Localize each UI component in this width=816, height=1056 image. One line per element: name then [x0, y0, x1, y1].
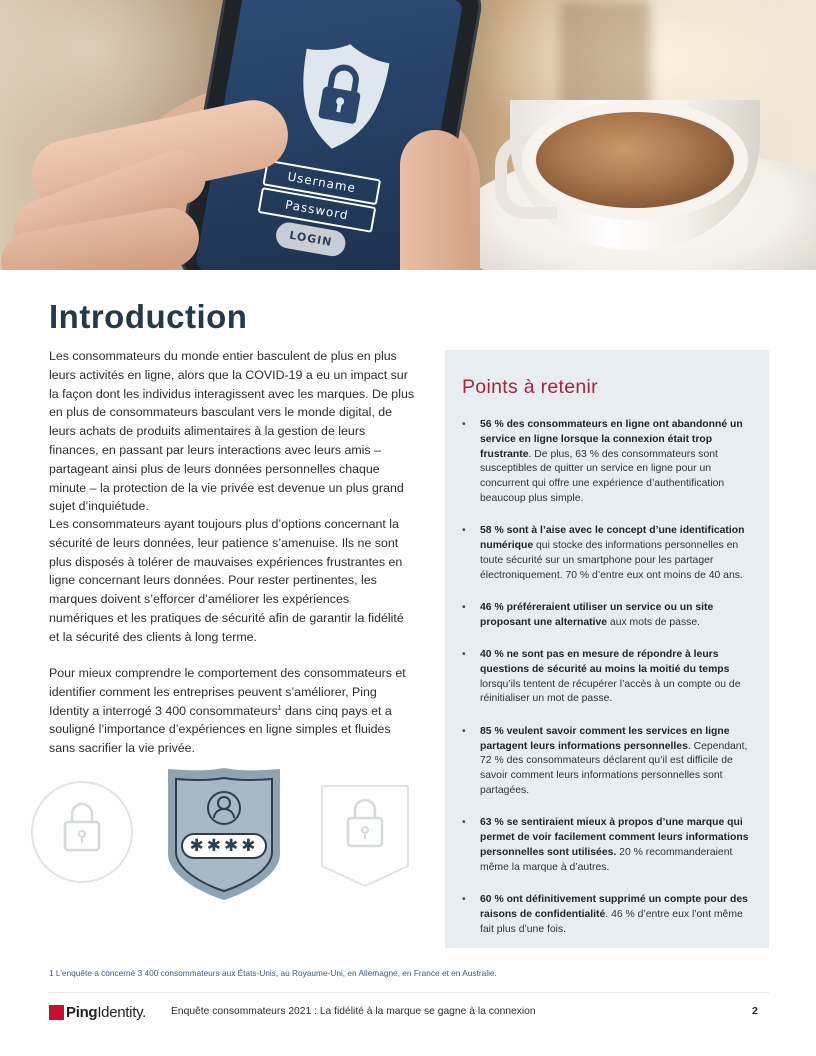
point-highlight: 40 % ne sont pas en mesure de répondre à leurs questions de sécurité au moins la moitié du temps	[480, 649, 730, 675]
password-field: Password	[258, 187, 377, 233]
list-item	[462, 418, 752, 507]
list-item	[462, 725, 752, 799]
point-highlight: 63 % se sentiraient mieux à propos d’une marque qui permet de voir facilement comment leurs informations personnelles sont utilisées.	[480, 817, 749, 858]
logo-identity: Identity.	[97, 1003, 147, 1021]
intro-paragraph-1: Les consommateurs du monde entier basculent de plus en plus leurs activités en ligne, alors que la COVID-19 a eu un impact sur la façon dont les individus interagissent avec les marques. De plus en plus de consommateurs basculant vers le monde digital, de leurs achats de produits alimentaires à la gestion de leurs finances, en passant par leurs interactions avec leurs amis – partageant ainsi plus de leurs données personnelles chaque minute – la protection de la vie privée est devenue un plus grand sujet d’inquiétude.	[49, 349, 415, 514]
intro-paragraph-3-end: dans cinq pays et a souligné l’importance d’expériences en ligne simples et fluides sans sacrifier la vie privée.	[49, 703, 392, 756]
bullet: •	[462, 893, 466, 905]
shield-lock-icon	[286, 34, 396, 158]
ping-identity-logo	[49, 1003, 146, 1021]
lock-icon	[322, 786, 408, 886]
intro-paragraph-3-start: Pour mieux comprendre le comportement des consommateurs et identifier comment les entreprises peuvent s’améliorer, Ping Identity a interrogé 3 400 consommateurs	[49, 666, 406, 718]
point-text: aux mots de passe.	[607, 616, 701, 628]
security-illustration	[28, 762, 418, 902]
footer-divider	[49, 992, 769, 993]
lock-icon	[32, 782, 132, 882]
bullet: •	[462, 601, 466, 613]
login-button: LOGIN	[274, 220, 347, 258]
bullet: •	[462, 525, 466, 537]
point-text: lorsqu’ils tentent de récupérer l’accès à un compte ou de réinitialiser un mot de passe.	[480, 678, 741, 705]
bullet: •	[462, 419, 466, 430]
list-item	[462, 893, 752, 937]
background-window	[560, 0, 650, 110]
document-title: Enquête consommateurs 2021 : La fidélité à la marque se gagne à la connexion	[171, 1006, 536, 1017]
logo-square-icon	[49, 1005, 64, 1020]
hero-photo	[0, 0, 816, 270]
coffee	[536, 112, 734, 208]
point-highlight: 60 % ont définitivement supprimé un compte pour des raisons de confidentialité	[480, 893, 748, 920]
footnote-ref[interactable]: 1	[277, 704, 282, 712]
logo-wordmark	[66, 1004, 146, 1021]
logo-ping: Ping	[66, 1003, 98, 1021]
username-field: Username	[262, 159, 381, 205]
bullet: •	[462, 725, 466, 737]
bullet: •	[462, 817, 466, 829]
password-mask: ✱✱✱✱	[189, 836, 259, 856]
footnote: 1 L’enquête a concerné 3 400 consommateurs aux États-Unis, au Royaume-Uni, en Allemagne, en France et en Australie.	[49, 968, 497, 978]
point-highlight: 46 % préféreraient utiliser un service ou un site proposant une alternative	[480, 601, 714, 628]
bullet: •	[462, 649, 466, 661]
list-item	[462, 816, 752, 875]
point-text: qui stocke des informations personnelles en toute sécurité sur un smartphone pour les partager électroniquement. 70 % d’entre eux ont moins de 40 ans.	[480, 540, 743, 581]
point-highlight: 58 % sont à l’aise avec le concept d’une identification numérique	[480, 525, 745, 552]
point-text: . De plus, 63 % des consommateurs sont susceptibles de quitter un service en ligne pour un concurrent qui offre une expérience d’authentification beaucoup plus simple.	[480, 448, 725, 504]
intro-paragraph-3	[49, 664, 415, 758]
list-item	[462, 648, 752, 707]
point-text: . Cependant, 72 % des consommateurs déclarent qu’il est difficile de savoir comment leurs informations personnelles sont partagées.	[480, 740, 748, 796]
list-item	[462, 524, 752, 583]
intro-paragraph-2: Les consommateurs ayant toujours plus d’options concernant la sécurité de leurs données, leur patience s’amenuise. Ils ne sont plus disposés à tolérer de mauvaises expériences frustrantes en ligne concernant leurs données. Pour rester pertinentes, les marques doivent s’efforcer d’améliorer les expériences numériques et les pratiques de sécurité afin de garantir la fidélité et la sécurité des clients à long terme.	[49, 517, 404, 644]
key-points-list	[462, 418, 752, 955]
point-highlight: 56 % des consommateurs en ligne ont abandonné un service en ligne lorsque la connexion était trop frustrante	[480, 419, 743, 460]
point-highlight: 85 % veulent savoir comment les services en ligne partagent leurs informations personnelles	[480, 725, 730, 752]
key-points-panel	[445, 350, 769, 948]
page-title: Introduction	[49, 298, 248, 335]
point-text: . 46 % d’entre eux l’ont même fait plus d’une fois.	[480, 908, 743, 935]
list-item	[462, 601, 752, 631]
page-number: 2	[752, 1005, 758, 1017]
holding-hand	[400, 130, 470, 270]
point-text: 20 % recommanderaient même la marque à d’autres.	[480, 846, 733, 873]
panel-title: Points à retenir	[462, 376, 598, 398]
